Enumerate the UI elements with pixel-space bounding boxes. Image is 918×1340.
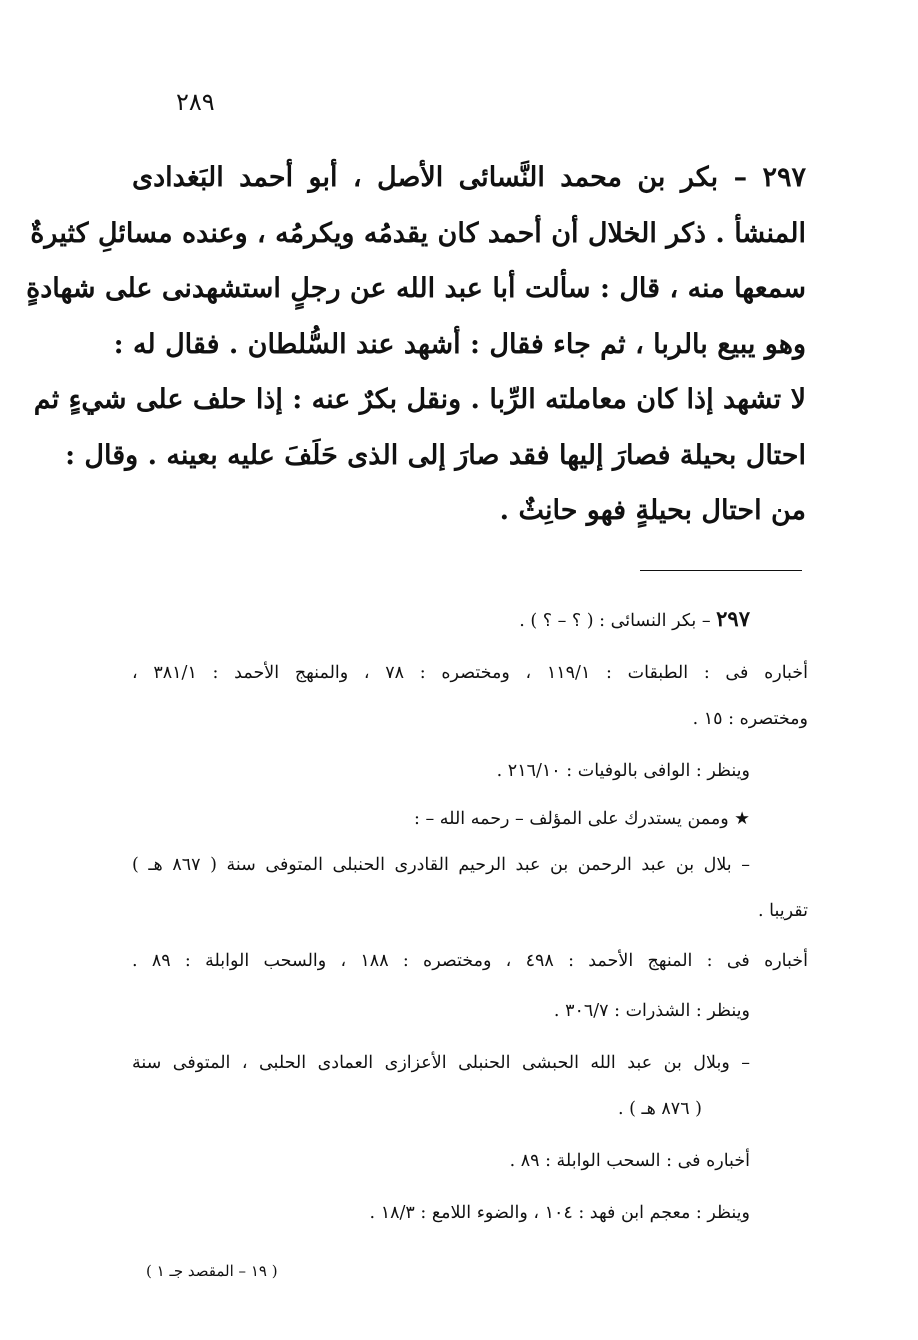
footnote-line: تقريبا .: [758, 901, 808, 921]
footnote-line: ( ٨٧٦ هـ ) .: [617, 1099, 702, 1119]
footnote-line: وينظر : الوافى بالوفيات : ٢١٦/١٠ .: [496, 761, 750, 781]
main-entry-line: لا تشهد إذا كان معاملته الرِّبا . ونقل بكرٌ عنه : إذا حلف على شيءٍ ثم: [33, 384, 806, 415]
footnote-line: أخباره فى : السحب الوابلة : ٨٩ .: [509, 1151, 750, 1171]
entry-number: ٢٩٧: [762, 162, 806, 193]
footnote-entry-number: ٢٩٧: [716, 606, 750, 631]
footnote-heading-text: – بكر النسائى : ( ؟ – ؟ ) .: [519, 611, 711, 631]
main-entry-text: – بكر بن محمد النَّسائى الأصل ، أبو أحمد البَغدادى: [132, 162, 748, 193]
footnote-heading: [132, 604, 808, 636]
footnote-line: ومختصره : ١٥ .: [692, 709, 808, 729]
main-entry-line: [132, 150, 806, 206]
main-entry-line: من احتال بحيلةٍ فهو حانِثٌ .: [499, 495, 806, 526]
footnote-line: – بلال بن عبد الرحمن بن عبد الرحيم القادرى الحنبلى المتوفى سنة ( ٨٦٧ هـ ): [132, 855, 750, 875]
signature-mark: ( ١٩ – المقصد جـ ١ ): [146, 1262, 278, 1280]
footnote-line: – وبلال بن عبد الله الحبشى الحنبلى الأعزازى العمادى الحلبى ، المتوفى سنة: [132, 1053, 750, 1073]
main-entry: [26, 150, 806, 539]
main-entry-line: سمعها منه ، قال : سألت أبا عبد الله عن رجلٍ استشهدنى على شهادةٍ: [26, 273, 806, 304]
footnote-line: وينظر : الشذرات : ٣٠٦/٧ .: [553, 1001, 750, 1021]
footnote-divider: [640, 570, 802, 571]
footnote-line: ★ وممن يستدرك على المؤلف – رحمه الله – :: [414, 809, 750, 829]
main-entry-line: احتال بحيلة فصارَ إليها فقد صارَ إلى الذى حَلَفَ عليه بعينه . وقال :: [65, 439, 806, 471]
main-entry-line: المنشأ . ذكر الخلال أن أحمد كان يقدمُه ويكرمُه ، وعنده مسائلِ كثيرةٌ: [30, 217, 806, 249]
footnote-line: وينظر : معجم ابن فهد : ١٠٤ ، والضوء اللامع : ١٨/٣ .: [369, 1203, 750, 1223]
footnote-line: أخباره فى : الطبقات : ١١٩/١ ، ومختصره : ٧٨ ، والمنهج الأحمد : ٣٨١/١ ،: [132, 663, 808, 683]
main-entry-line: وهو يبيع بالربا ، ثم جاء فقال : أشهد عند السُّلطان . فقال له :: [113, 328, 806, 360]
page-number: ٢٨٩: [176, 88, 215, 116]
footnote-line: أخباره فى : المنهج الأحمد : ٤٩٨ ، ومختصره : ١٨٨ ، والسحب الوابلة : ٨٩ .: [132, 951, 808, 971]
